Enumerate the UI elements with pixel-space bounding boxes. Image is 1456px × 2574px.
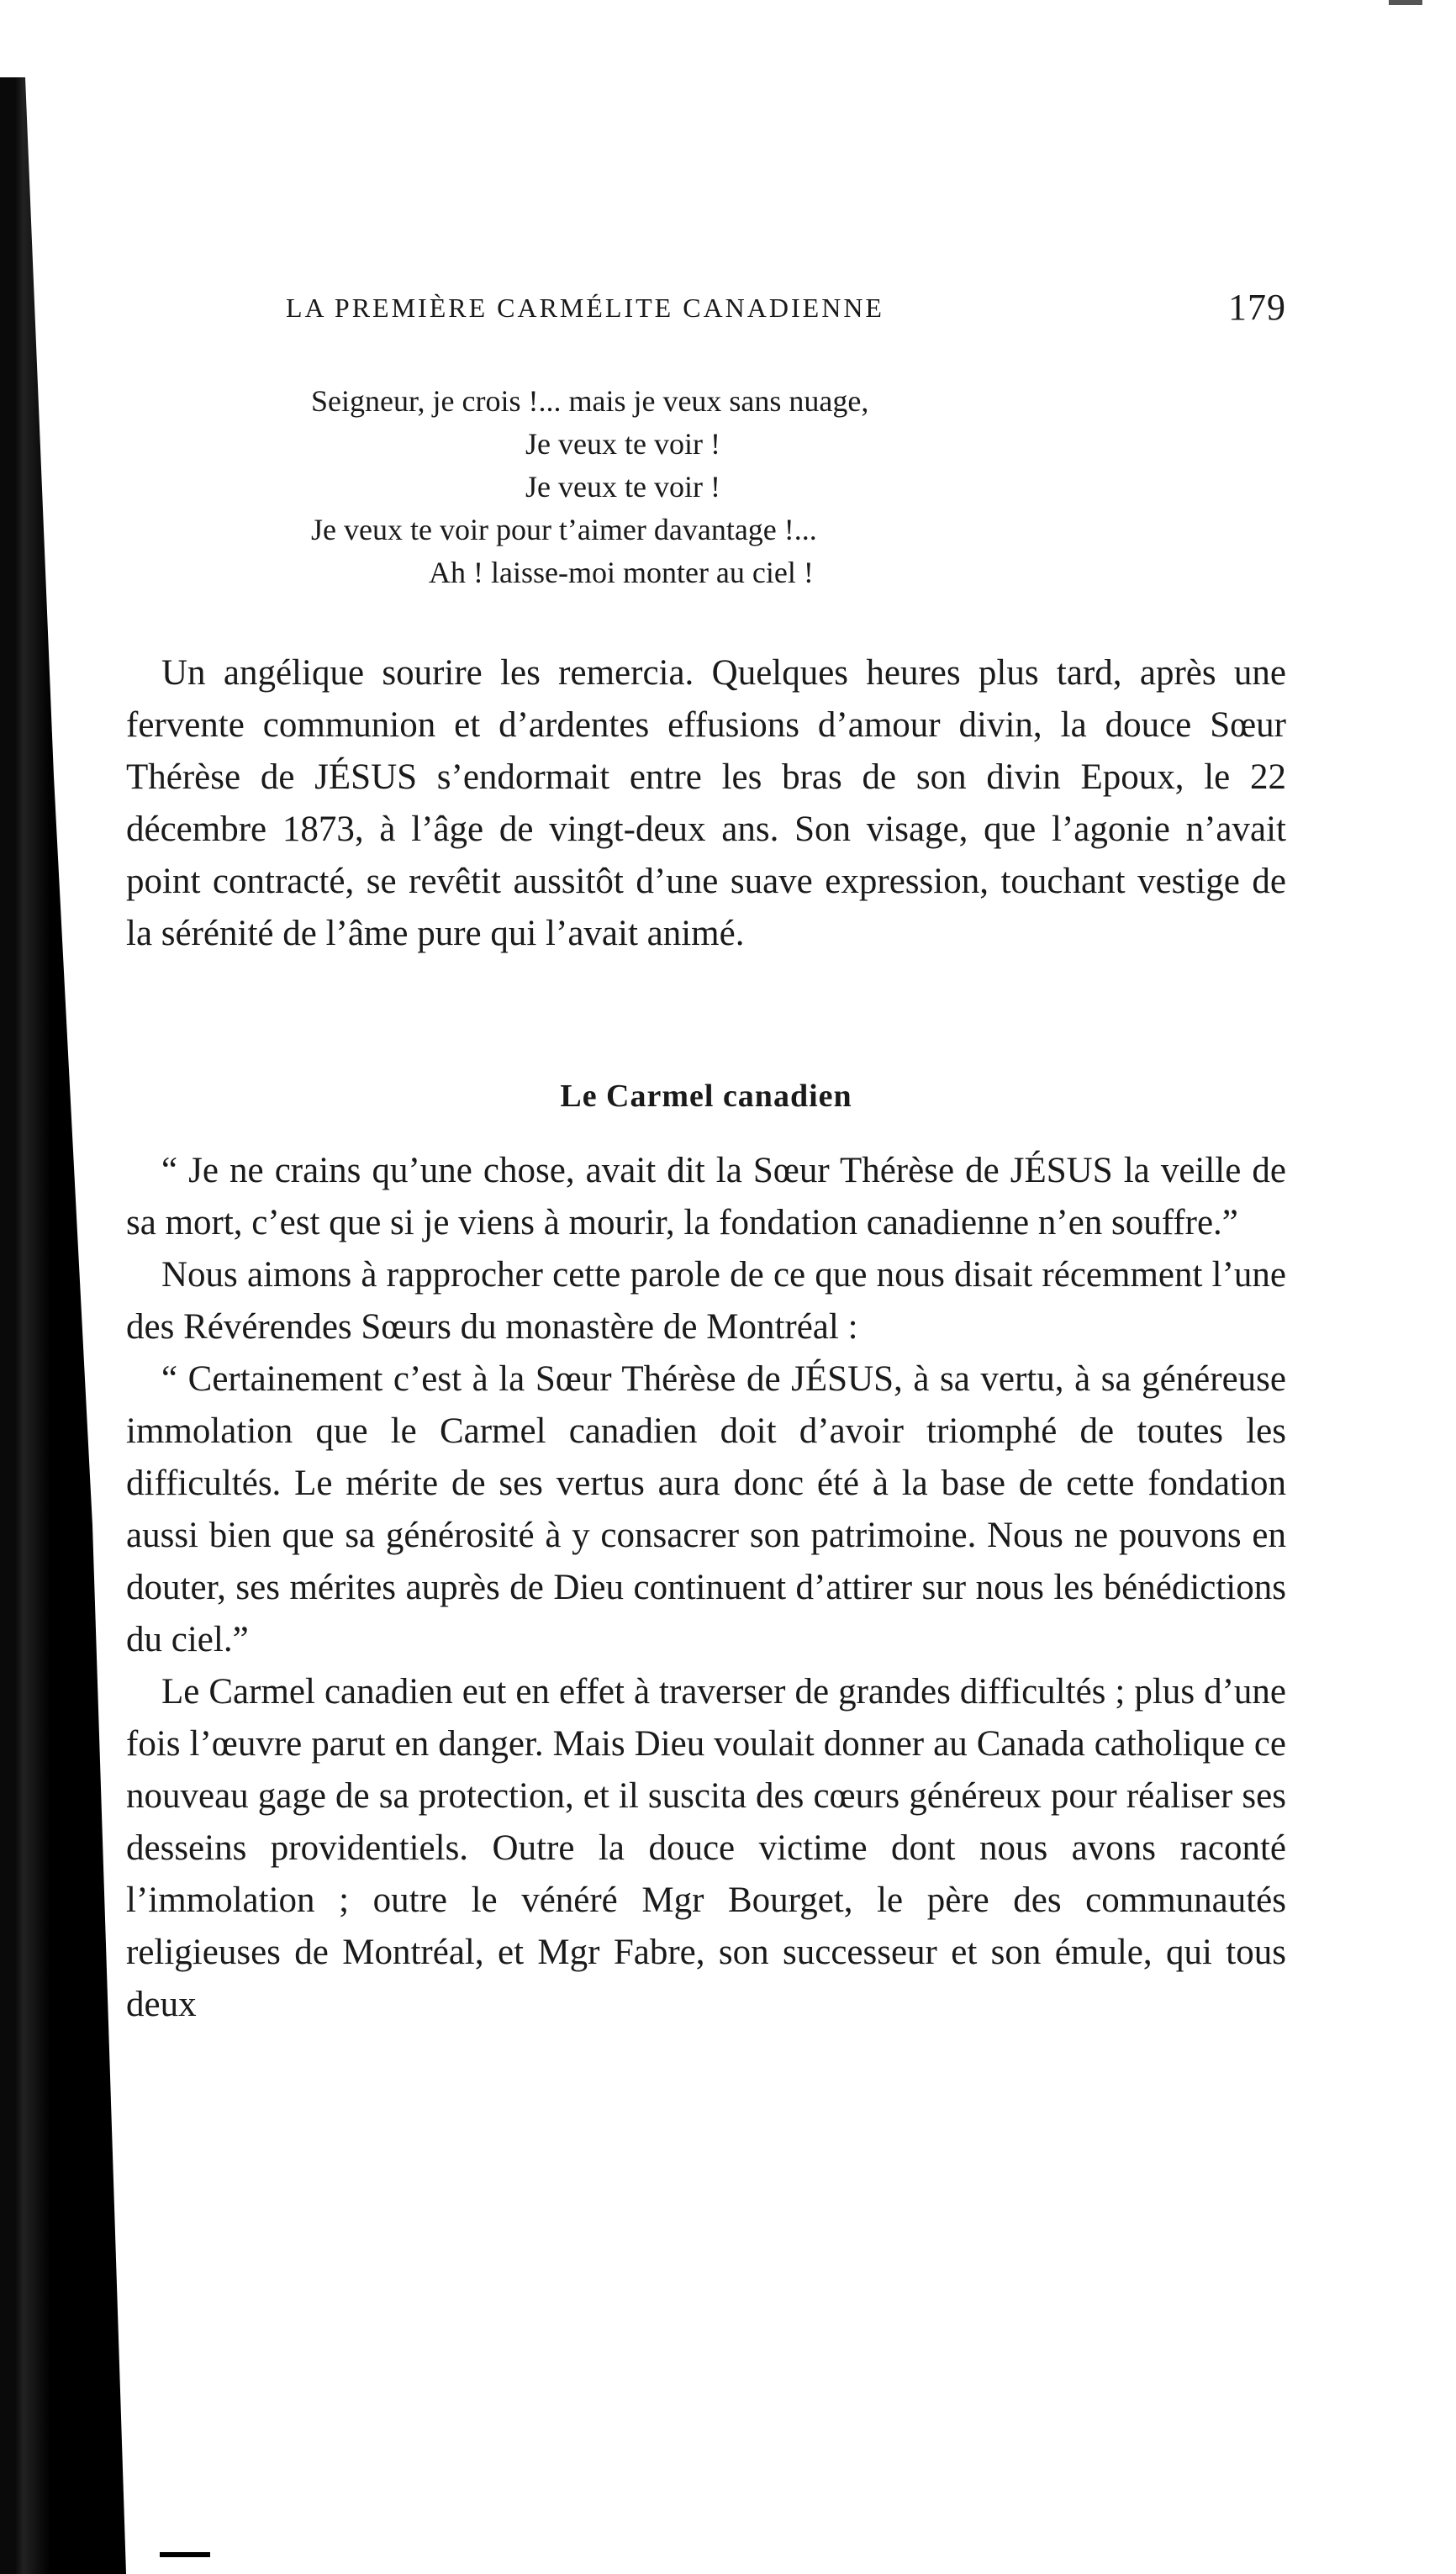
- paragraph-5: Le Carmel canadien eut en effet à traverser de grandes difficultés ; plus d’une fois l’œuvre parut en danger. Mais Dieu voulait donner au Canada catholique ce nouveau gage de sa protection, et il suscita des cœurs généreux pour réaliser ses desseins providentiels. Outre la douce victime dont nous avons raconté l’immolation ; outre le vénéré Mgr Bourget, le père des communautés religieuses de Montréal, et Mgr Fabre, son successeur et son émule, qui tous deux: [126, 1672, 1286, 2024]
- verse-line: Ah ! laisse-moi monter au ciel !: [429, 556, 814, 589]
- scan-gutter-foot: [160, 2552, 210, 2557]
- running-header: [168, 286, 1286, 336]
- scan-corner-mark: [1389, 0, 1422, 5]
- paragraph-text: Un angélique sourire les remercia. Quelques heures plus tard, après une fervente communion et d’ardentes effusions d’amour divin, la douce Sœur Thérèse de JÉSUS s’endormait entre les bras de son divin Epoux, le 22 décembre 1873, à l’âge de vingt-deux ans. Son visage, que l’agonie n’avait point contracté, se revêtit aussitôt d’une suave expression, touchant vestige de la sérénité de l’âme pure qui l’avait animé.: [126, 653, 1286, 953]
- paragraph-group: [126, 1145, 1286, 2031]
- page-number: 179: [1228, 287, 1286, 328]
- running-title: LA PREMIÈRE CARMÉLITE CANADIENNE: [286, 293, 884, 323]
- paragraph-1: [126, 647, 1286, 960]
- verse-line: Je veux te voir !: [525, 470, 720, 504]
- scan-gutter-shadow: [0, 77, 126, 2574]
- paragraph-3: Nous aimons à rapprocher cette parole de ce que nous disait récemment l’une des Révérendes Sœurs du monastère de Montréal :: [126, 1255, 1286, 1347]
- section-heading: Le Carmel canadien: [560, 1079, 852, 1114]
- verse-line: Je veux te voir pour t’aimer davantage !...: [311, 513, 817, 546]
- paragraph-4: “ Certainement c’est à la Sœur Thérèse de JÉSUS, à sa vertu, à sa généreuse immolation que le Carmel canadien doit d’avoir triomphé de toutes les difficultés. Le mérite de ses vertus aura donc été à la base de cette fondation aussi bien que sa générosité à y consacrer son patrimoine. Nous ne pouvons en douter, ses mérites auprès de Dieu continuent d’attirer sur nous les bénédictions du ciel.”: [126, 1359, 1286, 1659]
- verse-line: Je veux te voir !: [525, 427, 720, 461]
- verse-line: Seigneur, je crois !... mais je veux sans nuage,: [311, 384, 869, 418]
- paragraph-2: “ Je ne crains qu’une chose, avait dit la Sœur Thérèse de JÉSUS la veille de sa mort, c’est que si je viens à mourir, la fondation canadienne n’en souffre.”: [126, 1151, 1286, 1242]
